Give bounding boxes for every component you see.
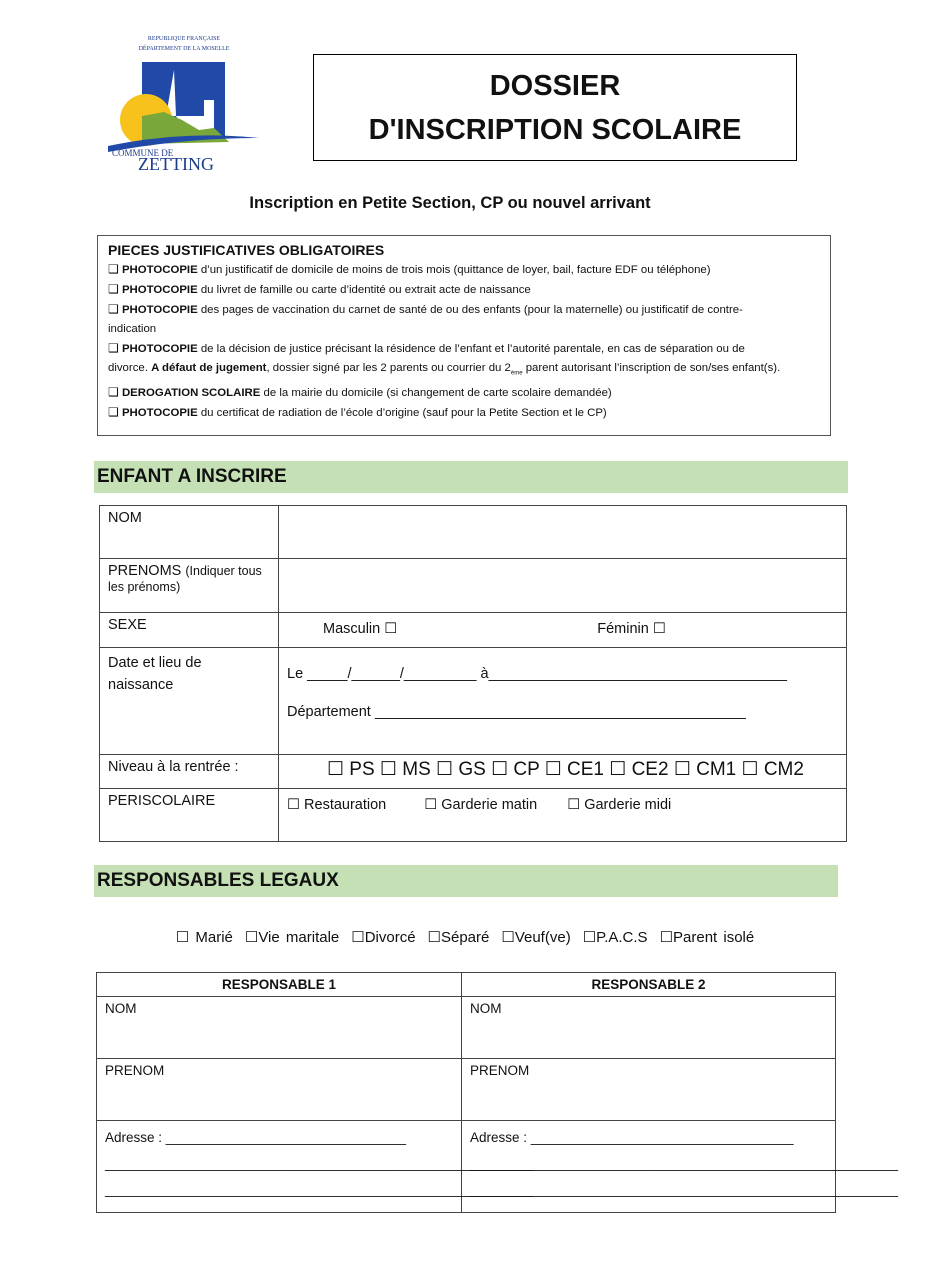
- logo-text: REPUBLIQUE FRANÇAISE: [147, 36, 221, 42]
- child-table: [99, 505, 847, 842]
- label-niveau: Niveau à la rentrée :: [100, 755, 279, 789]
- marital-status-options: [0, 928, 930, 946]
- checkbox-separe[interactable]: ☐Séparé: [427, 929, 490, 946]
- r2-nom-field[interactable]: NOM: [462, 997, 836, 1059]
- checkbox-icon[interactable]: ❑: [108, 262, 119, 276]
- label-sexe: SEXE: [100, 613, 279, 648]
- r1-adresse-field[interactable]: Adresse : ________________________________ _________________________________________________________ _________________________________________________________: [97, 1121, 462, 1213]
- checkbox-icon[interactable]: ❑: [108, 302, 119, 316]
- logo-text: ZETTING: [138, 154, 214, 174]
- birth-date-place-field[interactable]: Le _____/______/_________ à_____________________________________: [287, 666, 787, 682]
- checkbox-icon[interactable]: ❑: [108, 405, 119, 420]
- required-documents-heading: PIECES JUSTIFICATIVES OBLIGATOIRES: [108, 242, 385, 258]
- label-periscolaire: PERISCOLAIRE: [100, 789, 279, 842]
- document-title: [313, 54, 797, 161]
- label-nom: NOM: [100, 506, 279, 559]
- section-heading-enfant: ENFANT A INSCRIRE: [94, 461, 848, 493]
- header-responsable-2: RESPONSABLE 2: [462, 973, 836, 997]
- subtitle: Inscription en Petite Section, CP ou nouvel arrivant: [249, 194, 651, 212]
- checkbox-icon[interactable]: ❑: [108, 282, 119, 296]
- r1-nom-field[interactable]: NOM: [97, 997, 462, 1059]
- r2-adresse-field[interactable]: Adresse : ___________________________________ _________________________________________________________ _________________________________________________________: [462, 1121, 836, 1213]
- required-document-item: ❑ PHOTOCOPIE du livret de famille ou carte d’identité ou extrait acte de naissance: [108, 282, 531, 296]
- checkbox-vie-maritale[interactable]: ☐Vie maritale: [244, 929, 340, 946]
- guardians-table: [96, 972, 898, 1213]
- section-heading-responsables: RESPONSABLES LEGAUX: [94, 865, 838, 897]
- checkbox-garderie-midi[interactable]: ☐ Garderie midi: [567, 797, 672, 813]
- logo-text: COMMUNE DE: [112, 148, 174, 158]
- label-naissance: Date et lieu de naissance: [100, 648, 279, 755]
- prenoms-field[interactable]: [279, 559, 847, 613]
- checkbox-restauration[interactable]: ☐ Restauration: [287, 797, 387, 813]
- required-document-item: ❑ PHOTOCOPIE d’un justificatif de domicile de moins de trois mois (quittance de loyer, bail, facture EDF ou téléphone): [108, 262, 711, 276]
- checkbox-feminin[interactable]: Féminin ☐: [597, 621, 666, 637]
- checkbox-parent-isole[interactable]: ☐Parent isolé: [659, 929, 755, 946]
- checkbox-icon[interactable]: ❑: [108, 341, 119, 355]
- logo-text: DÉPARTEMENT DE LA MOSELLE: [138, 46, 230, 52]
- nom-field[interactable]: [279, 506, 847, 559]
- checkbox-divorce[interactable]: ☐Divorcé: [351, 929, 416, 946]
- required-document-item: ❑ PHOTOCOPIE du certificat de radiation de l’école d’origine (sauf pour la Petite Section et le CP): [108, 405, 607, 420]
- required-document-item: ❑ PHOTOCOPIE des pages de vaccination du carnet de santé de ou des enfants (pour la maternelle) ou justificatif de contre-indication: [108, 302, 743, 335]
- checkbox-marie[interactable]: ☐ Marié: [175, 929, 233, 946]
- zetting-logo: [104, 34, 264, 176]
- title-line: DOSSIER: [489, 69, 621, 102]
- title-line: D'INSCRIPTION SCOLAIRE: [368, 113, 742, 146]
- checkbox-garderie-matin[interactable]: ☐ Garderie matin: [424, 797, 538, 813]
- r2-prenom-field[interactable]: PRENOM: [462, 1059, 836, 1121]
- checkbox-masculin[interactable]: Masculin ☐: [323, 621, 398, 637]
- label-prenoms: PRENOMS (Indiquer tous les prénoms): [100, 559, 279, 613]
- header-responsable-1: RESPONSABLE 1: [97, 973, 462, 997]
- niveau-checkboxes[interactable]: ☐ PS ☐ MS ☐ GS ☐ CP ☐ CE1 ☐ CE2 ☐ CM1 ☐ CM2: [279, 755, 847, 789]
- birth-department-field[interactable]: Département ______________________________________________: [287, 704, 746, 720]
- required-document-item: ❑ PHOTOCOPIE de la décision de justice précisant la résidence de l’enfant et l’autorité parentale, en cas de séparation ou de divorce. A défaut de jugement, dossier signé par les 2 parents ou courrier du $2_{ème}$ parent autorisant l’inscription de son/ses enfant(s).: [108, 341, 781, 377]
- checkbox-icon[interactable]: ❑: [108, 385, 119, 400]
- r1-prenom-field[interactable]: PRENOM: [97, 1059, 462, 1121]
- required-documents-box: [97, 235, 831, 436]
- checkbox-pacs[interactable]: ☐P.A.C.S: [582, 929, 648, 946]
- checkbox-veuf[interactable]: ☐Veuf(ve): [501, 929, 571, 946]
- required-document-item: ❑ DEROGATION SCOLAIRE de la mairie du domicile (si changement de carte scolaire demandée): [108, 385, 612, 400]
